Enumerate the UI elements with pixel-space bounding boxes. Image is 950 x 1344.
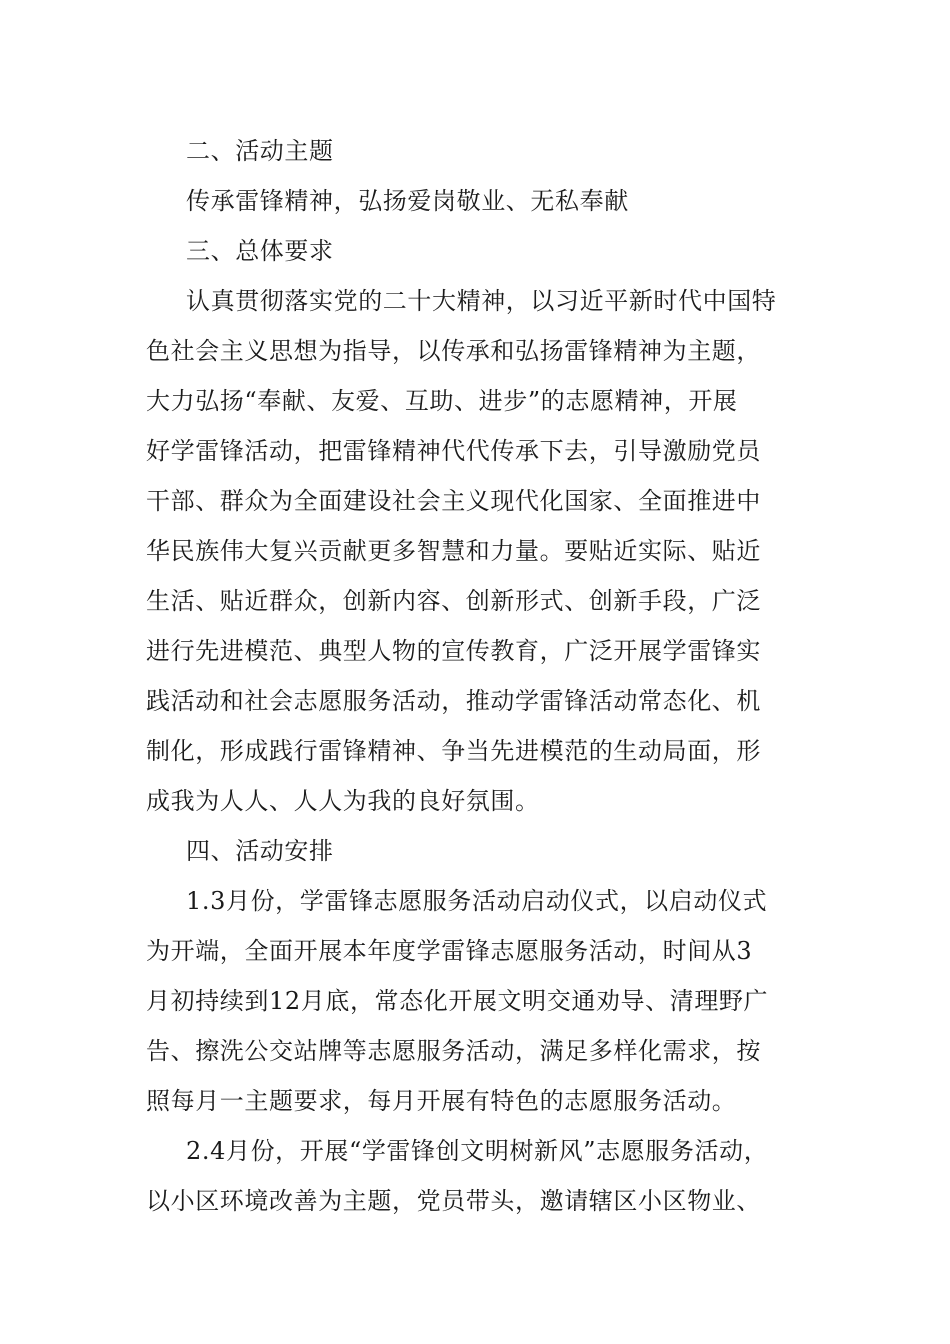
paragraph-line: 践活动和社会志愿服务活动，推动学雷锋活动常态化、机 bbox=[146, 687, 761, 715]
paragraph-line: 大力弘扬“奉献、友爱、互助、进步”的志愿精神，开展 bbox=[146, 387, 738, 415]
paragraph-line: 成我为人人、人人为我的良好氛围。 bbox=[146, 787, 540, 815]
paragraph-line: 2.4月份，开展“学雷锋创文明树新风”志愿服务活动， bbox=[186, 1137, 769, 1165]
section-heading-activity-theme: 二、活动主题 bbox=[186, 137, 334, 165]
paragraph-line: 为开端，全面开展本年度学雷锋志愿服务活动，时间从3 bbox=[146, 937, 753, 965]
document-body bbox=[146, 126, 826, 1226]
theme-statement: 传承雷锋精神，弘扬爱岗敬业、无私奉献 bbox=[186, 187, 629, 215]
paragraph-line: 月初持续到12月底，常态化开展文明交通劝导、清理野广 bbox=[146, 987, 769, 1015]
paragraph-line: 生活、贴近群众，创新内容、创新形式、创新手段，广泛 bbox=[146, 587, 761, 615]
paragraph-line: 1.3月份，学雷锋志愿服务活动启动仪式，以启动仪式 bbox=[186, 887, 768, 915]
paragraph-line: 华民族伟大复兴贡献更多智慧和力量。要贴近实际、贴近 bbox=[146, 537, 761, 565]
paragraph-line: 色社会主义思想为指导，以传承和弘扬雷锋精神为主题， bbox=[146, 337, 761, 365]
paragraph-line: 照每月一主题要求，每月开展有特色的志愿服务活动。 bbox=[146, 1087, 737, 1115]
paragraph-line: 好学雷锋活动，把雷锋精神代代传承下去，引导激励党员 bbox=[146, 437, 761, 465]
paragraph-line: 进行先进模范、典型人物的宣传教育，广泛开展学雷锋实 bbox=[146, 637, 761, 665]
paragraph-line: 干部、群众为全面建设社会主义现代化国家、全面推进中 bbox=[146, 487, 761, 515]
section-heading-activity-arrangement: 四、活动安排 bbox=[186, 837, 334, 865]
paragraph-line: 认真贯彻落实党的二十大精神，以习近平新时代中国特 bbox=[186, 287, 777, 315]
paragraph-line: 制化，形成践行雷锋精神、争当先进模范的生动局面，形 bbox=[146, 737, 761, 765]
section-heading-general-requirements: 三、总体要求 bbox=[186, 237, 334, 265]
paragraph-line: 告、擦洗公交站牌等志愿服务活动，满足多样化需求，按 bbox=[146, 1037, 761, 1065]
paragraph-line: 以小区环境改善为主题，党员带头，邀请辖区小区物业、 bbox=[146, 1187, 761, 1215]
